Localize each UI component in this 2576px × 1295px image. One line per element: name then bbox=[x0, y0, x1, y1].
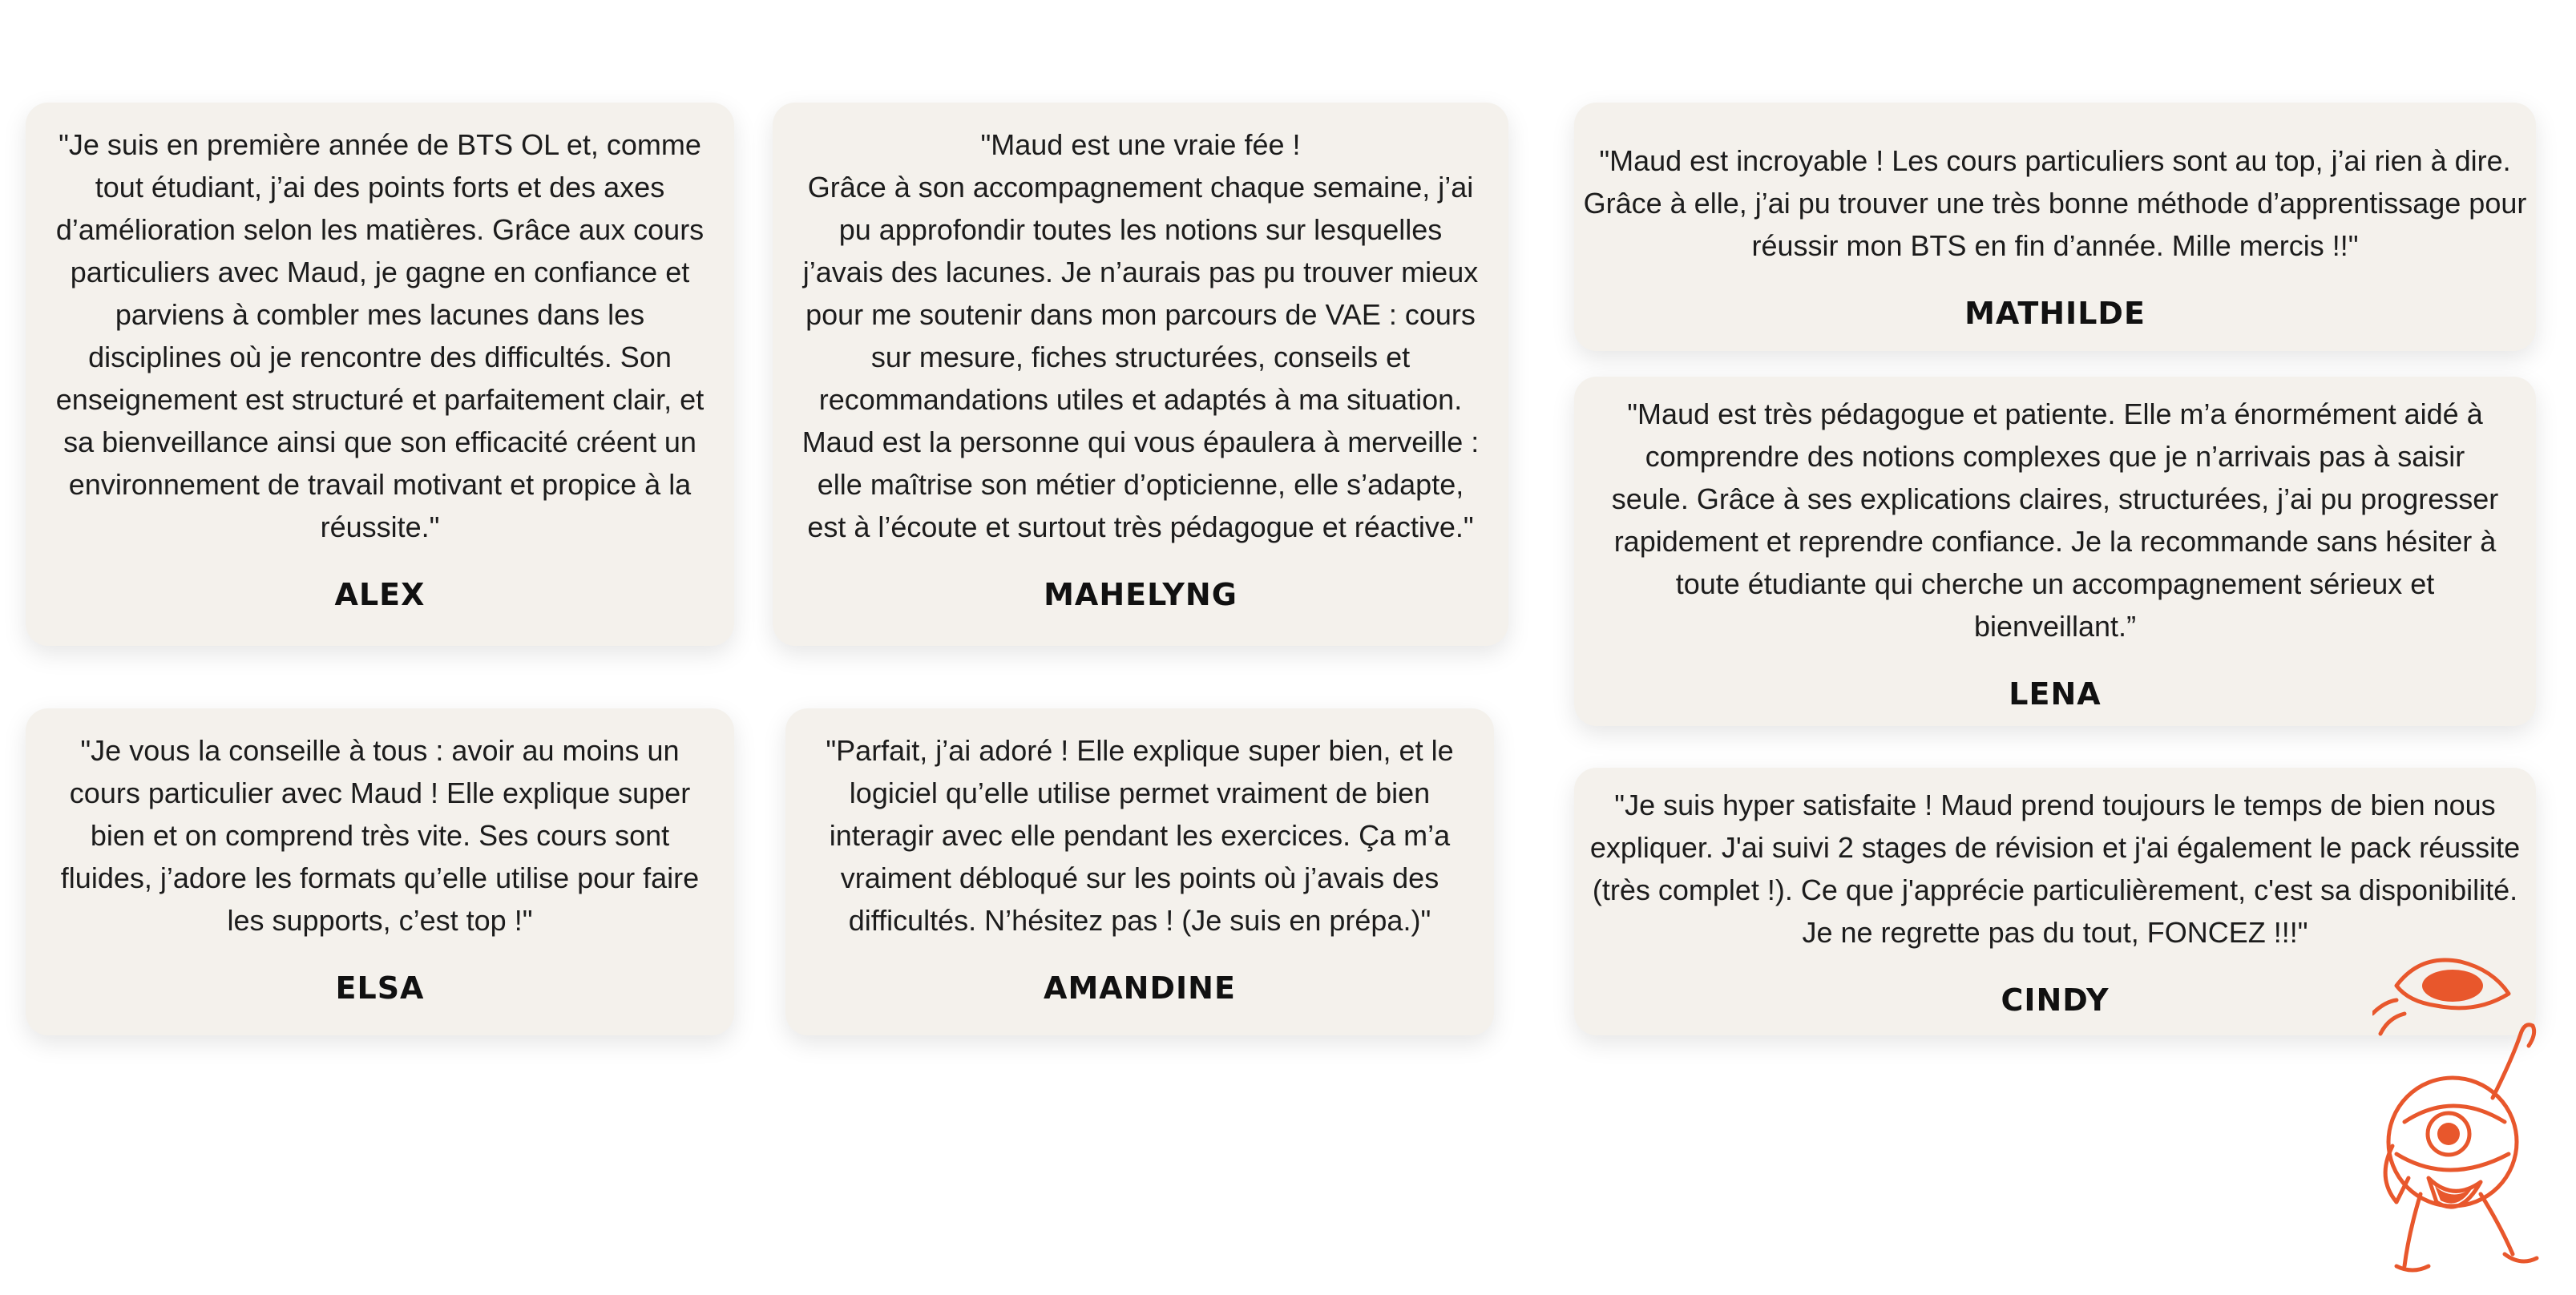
testimonial-card-mathilde bbox=[1574, 103, 2536, 351]
testimonial-card-alex bbox=[26, 103, 734, 646]
testimonial-card-amandine bbox=[785, 708, 1494, 1035]
testimonial-quote: "Maud est très pédagogue et patiente. Elle m’a énormément aidé à comprendre des notions complexes que je n’arrivais pas à saisir seule. Grâce à ses explications claires, structurées, j’ai pu progresser rapidement et reprendre confiance. Je la recommande sans hésiter à toute étudiante qui cherche un accompagnement sérieux et bienveillant.” bbox=[1611, 397, 2499, 643]
testimonial-author: ALEX bbox=[334, 577, 426, 612]
testimonial-author: MATHILDE bbox=[1964, 296, 2146, 331]
testimonial-author: MAHELYNG bbox=[1044, 577, 1238, 612]
testimonial-author: AMANDINE bbox=[1044, 970, 1236, 1006]
testimonial-quote: "Maud est incroyable ! Les cours particuliers sont au top, j’ai rien à dire. Grâce à elle, j’ai pu trouver une très bonne méthode d’apprentissage pour réussir mon BTS en fin d’année. Mille mercis !!" bbox=[1583, 144, 2527, 262]
testimonial-card-mahelyng bbox=[773, 103, 1508, 646]
testimonial-card-lena bbox=[1574, 377, 2536, 726]
testimonial-quote: "Parfait, j’ai adoré ! Elle explique super bien, et le logiciel qu’elle utilise permet vraiment de bien interagir avec elle pendant les exercices. Ça m’a vraiment débloqué sur les points où j’avais des difficultés. N’hésitez pas ! (Je suis en prépa.)" bbox=[826, 734, 1454, 937]
testimonial-quote: "Je suis en première année de BTS OL et, comme tout étudiant, j’ai des points forts et des axes d’amélioration selon les matières. Grâce aux cours particuliers avec Maud, je gagne en confiance et parviens à combler mes lacunes dans les disciplines où je rencontre des difficultés. Son enseignement est structuré et parfaitement clair, et sa bienveillance ainsi que son efficacité créent un environnement de travail motivant et propice à la réussite." bbox=[55, 128, 705, 543]
testimonial-quote: "Je suis hyper satisfaite ! Maud prend toujours le temps de bien nous expliquer. J'ai suivi 2 stages de révision et j'ai également le pack réussite (très complet !). Ce que j'apprécie particulièrement, c'est sa disponibilité. Je ne regrette pas du tout, FONCEZ !!!" bbox=[1589, 789, 2521, 949]
testimonial-card-elsa bbox=[26, 708, 734, 1035]
testimonial-author: CINDY bbox=[2001, 982, 2110, 1018]
testimonial-author: ELSA bbox=[335, 970, 425, 1006]
testimonial-author: LENA bbox=[2009, 676, 2102, 712]
testimonial-quote: "Je vous la conseille à tous : avoir au moins un cours particulier avec Maud ! Elle explique super bien et on comprend très vite. Ses cours sont fluides, j’adore les formats qu’elle utilise pour faire les supports, c’est top !" bbox=[60, 734, 700, 937]
testimonial-quote: "Maud est une vraie fée ! Grâce à son accompagnement chaque semaine, j’ai pu approfondir toutes les notions sur lesquelles j’avais des lacunes. Je n’aurais pas pu trouver mieux pour me soutenir dans mon parcours de VAE : cours sur mesure, fiches structurées, conseils et recommandations utiles et adaptés à ma situation. Maud est la personne qui vous épaulera à merveille : elle maîtrise son métier d’opticienne, elle s’adapte, est à l’écoute et surtout très pédagogue et réactive." bbox=[801, 128, 1480, 543]
eye-mascot-icon bbox=[2372, 938, 2565, 1282]
